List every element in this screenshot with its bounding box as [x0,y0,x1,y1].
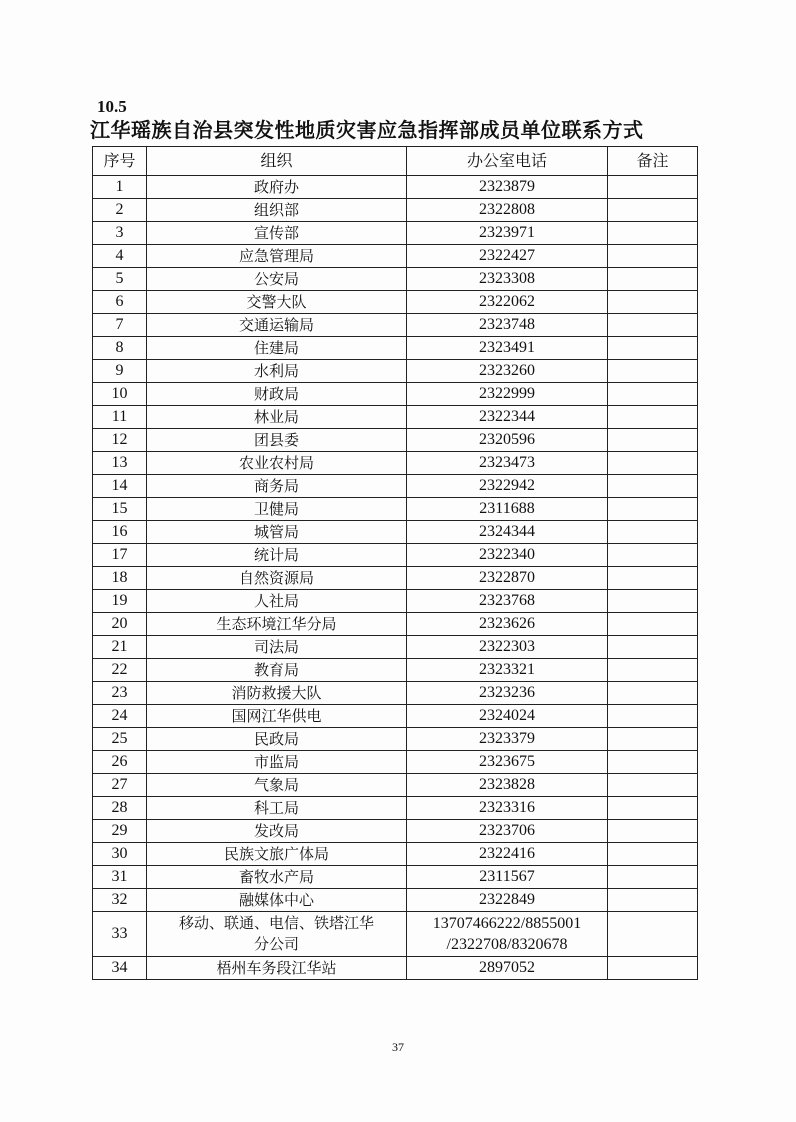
contacts-table [92,146,698,980]
row-phone: 2320596 [407,429,608,452]
row-phone: 2323675 [407,751,608,774]
row-note [608,797,698,820]
row-phone: 2323473 [407,452,608,475]
row-phone: 2322999 [407,383,608,406]
row-organization: 公安局 [147,268,407,291]
row-organization: 自然资源局 [147,567,407,590]
row-phone: 2323491 [407,337,608,360]
row-index: 22 [93,659,147,682]
row-index: 26 [93,751,147,774]
row-phone: 2323971 [407,222,608,245]
row-organization: 统计局 [147,544,407,567]
row-phone: 2323879 [407,176,608,199]
table-row [93,498,698,521]
row-note [608,682,698,705]
row-index: 18 [93,567,147,590]
row-index: 20 [93,613,147,636]
page-number: 37 [392,1040,404,1054]
header-phone: 办公室电话 [407,147,608,176]
row-phone: 2322303 [407,636,608,659]
row-note [608,590,698,613]
row-note [608,452,698,475]
row-organization: 民族文旅广体局 [147,843,407,866]
row-note [608,475,698,498]
table-row [93,429,698,452]
row-phone: 2323748 [407,314,608,337]
table-row [93,590,698,613]
table-row [93,797,698,820]
row-note [608,544,698,567]
row-note [608,429,698,452]
table-row [93,314,698,337]
row-index: 4 [93,245,147,268]
table-row [93,866,698,889]
row-note [608,268,698,291]
row-note [608,222,698,245]
row-phone: 2323626 [407,613,608,636]
row-phone: 2311688 [407,498,608,521]
row-phone: 2323379 [407,728,608,751]
row-organization: 发改局 [147,820,407,843]
row-note [608,957,698,980]
row-organization: 国网江华供电 [147,705,407,728]
table-row [93,751,698,774]
row-index: 17 [93,544,147,567]
table-row [93,889,698,912]
section-number: 10.5 [97,97,127,116]
row-note [608,567,698,590]
table-row [93,521,698,544]
table-row [93,222,698,245]
document-title: 江华瑶族自治县突发性地质灾害应急指挥部成员单位联系方式 [90,118,644,142]
row-phone: 2897052 [407,957,608,980]
table-header-row [93,147,698,176]
row-phone: 2322344 [407,406,608,429]
row-phone: 2322849 [407,889,608,912]
row-index: 6 [93,291,147,314]
row-note [608,337,698,360]
row-note [608,912,698,957]
row-organization: 交通运输局 [147,314,407,337]
row-organization: 财政局 [147,383,407,406]
row-organization: 农业农村局 [147,452,407,475]
row-index: 30 [93,843,147,866]
row-organization: 消防救援大队 [147,682,407,705]
table-row [93,360,698,383]
row-organization: 生态环境江华分局 [147,613,407,636]
row-note [608,521,698,544]
table-row [93,728,698,751]
row-note [608,751,698,774]
row-note [608,498,698,521]
row-index: 27 [93,774,147,797]
row-index: 29 [93,820,147,843]
row-index: 12 [93,429,147,452]
table-body [93,176,698,980]
table-row [93,337,698,360]
row-phone: 2323260 [407,360,608,383]
header-note: 备注 [608,147,698,176]
row-phone: 2323321 [407,659,608,682]
row-index: 2 [93,199,147,222]
table-row [93,406,698,429]
table-row [93,383,698,406]
row-phone: 2323316 [407,797,608,820]
row-organization: 商务局 [147,475,407,498]
row-organization: 梧州车务段江华站 [147,957,407,980]
row-phone: 2323828 [407,774,608,797]
row-note [608,774,698,797]
row-phone: 2311567 [407,866,608,889]
row-organization: 住建局 [147,337,407,360]
row-phone: 2322427 [407,245,608,268]
row-index: 19 [93,590,147,613]
row-organization: 应急管理局 [147,245,407,268]
row-index: 16 [93,521,147,544]
row-phone: 2322062 [407,291,608,314]
row-organization: 司法局 [147,636,407,659]
table-row [93,268,698,291]
row-note [608,820,698,843]
table-row [93,176,698,199]
row-phone: 2324024 [407,705,608,728]
table-row [93,636,698,659]
row-index: 9 [93,360,147,383]
row-index: 15 [93,498,147,521]
row-index: 32 [93,889,147,912]
table-row [93,843,698,866]
row-index: 21 [93,636,147,659]
row-phone: 2322942 [407,475,608,498]
row-index: 13 [93,452,147,475]
row-note [608,659,698,682]
table-row [93,957,698,980]
header-index: 序号 [93,147,147,176]
row-index: 33 [93,912,147,957]
row-phone [407,912,608,957]
row-note [608,889,698,912]
row-note [608,406,698,429]
row-index: 10 [93,383,147,406]
table-row [93,912,698,957]
table-row [93,544,698,567]
row-note [608,245,698,268]
row-index: 11 [93,406,147,429]
row-note [608,199,698,222]
row-phone-line2: /2322708/8320678 [446,936,568,953]
row-phone: 2324344 [407,521,608,544]
row-note [608,176,698,199]
table-row [93,567,698,590]
row-phone: 2323768 [407,590,608,613]
row-organization: 人社局 [147,590,407,613]
row-organization: 政府办 [147,176,407,199]
row-organization: 市监局 [147,751,407,774]
row-phone-line1: 13707466222/8855001 [432,915,582,932]
row-note [608,705,698,728]
row-organization: 教育局 [147,659,407,682]
row-note [608,728,698,751]
row-organization-line2: 分公司 [253,935,299,953]
table-row [93,774,698,797]
row-index: 7 [93,314,147,337]
row-index: 34 [93,957,147,980]
row-index: 1 [93,176,147,199]
header-organization: 组织 [147,147,407,176]
row-index: 28 [93,797,147,820]
row-phone: 2322416 [407,843,608,866]
row-organization [147,912,407,957]
row-index: 24 [93,705,147,728]
row-organization: 科工局 [147,797,407,820]
row-index: 14 [93,475,147,498]
row-organization: 水利局 [147,360,407,383]
row-organization: 民政局 [147,728,407,751]
table-row [93,452,698,475]
table-row [93,291,698,314]
row-phone: 2323706 [407,820,608,843]
table-row [93,199,698,222]
row-organization: 融媒体中心 [147,889,407,912]
row-phone: 2322808 [407,199,608,222]
row-note [608,613,698,636]
row-note [608,383,698,406]
row-note [608,314,698,337]
row-note [608,866,698,889]
row-organization: 城管局 [147,521,407,544]
row-organization: 林业局 [147,406,407,429]
row-note [608,636,698,659]
row-phone: 2322340 [407,544,608,567]
row-phone: 2322870 [407,567,608,590]
row-index: 5 [93,268,147,291]
table-row [93,705,698,728]
row-organization: 气象局 [147,774,407,797]
row-organization: 畜牧水产局 [147,866,407,889]
table-row [93,613,698,636]
row-index: 25 [93,728,147,751]
row-note [608,291,698,314]
row-note [608,843,698,866]
row-organization: 团县委 [147,429,407,452]
table-row [93,820,698,843]
row-index: 23 [93,682,147,705]
row-organization: 组织部 [147,199,407,222]
row-organization: 交警大队 [147,291,407,314]
table-row [93,245,698,268]
row-organization-line1: 移动、联通、电信、铁塔江华 [178,914,374,932]
table-row [93,682,698,705]
table-row [93,475,698,498]
row-phone: 2323236 [407,682,608,705]
row-index: 31 [93,866,147,889]
row-phone: 2323308 [407,268,608,291]
table-row [93,659,698,682]
row-organization: 卫健局 [147,498,407,521]
row-organization: 宣传部 [147,222,407,245]
row-index: 3 [93,222,147,245]
row-note [608,360,698,383]
row-index: 8 [93,337,147,360]
